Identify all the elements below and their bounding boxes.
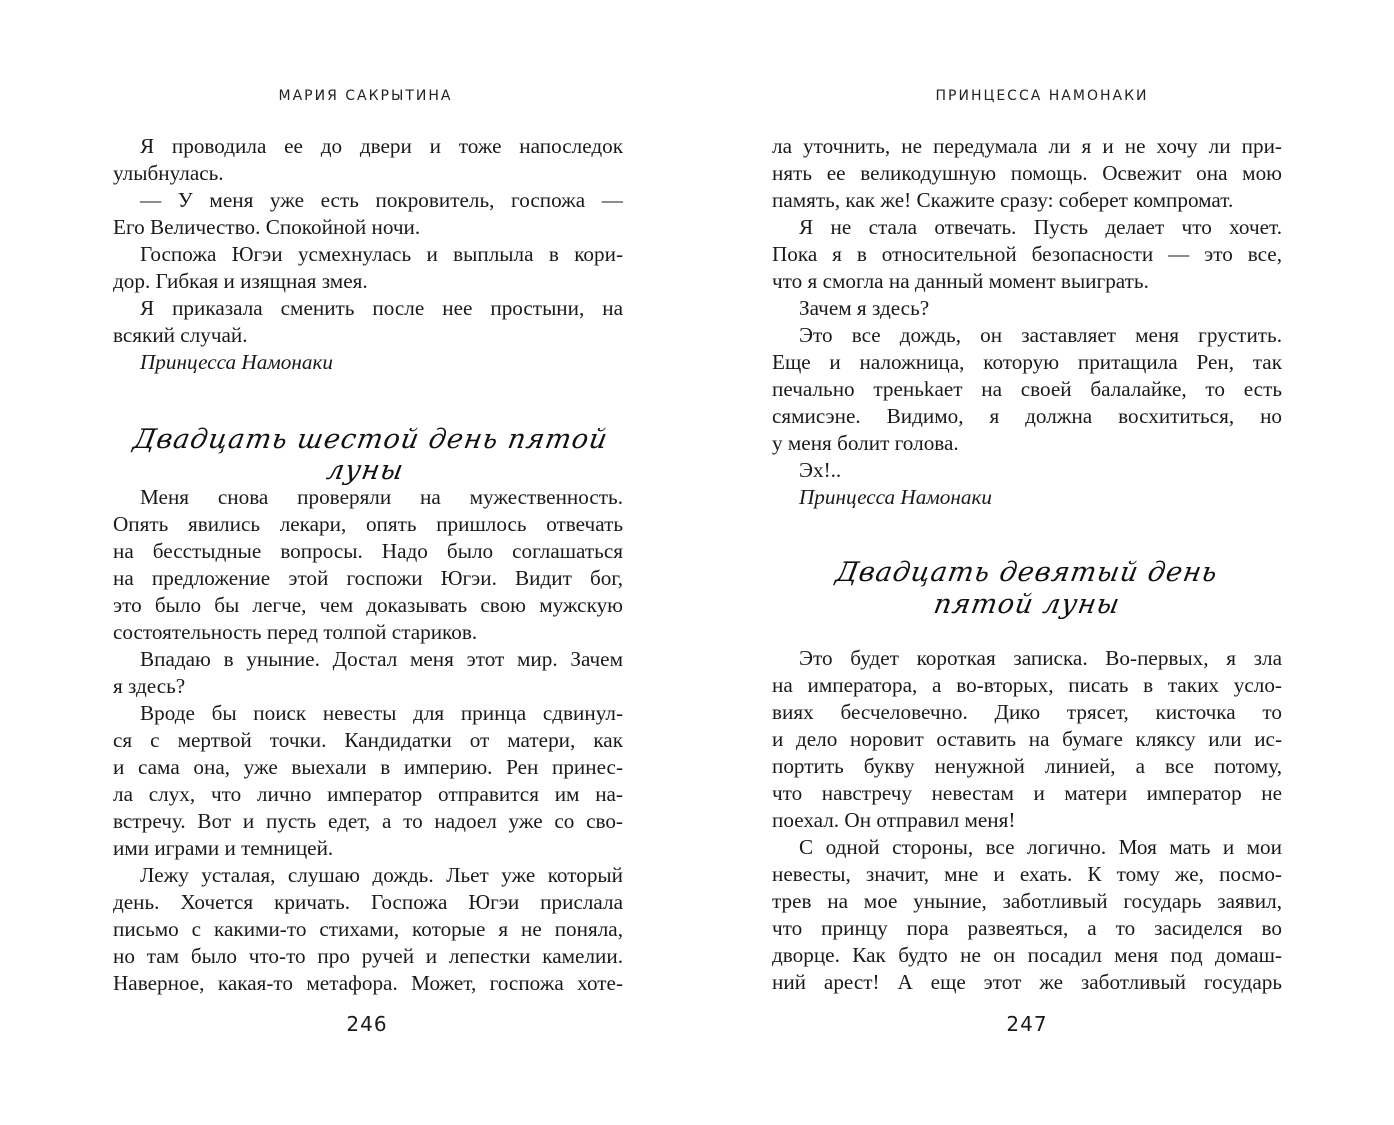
page-number: 246 [346, 1012, 388, 1036]
page-number: 247 [1006, 1012, 1048, 1036]
text-line: что я смогла на данный момент выиграть. [772, 269, 1149, 293]
text-line: трев на мое уныние, заботливый государь заявил, [772, 889, 1282, 913]
text-line: виях бесчеловечно. Дико трясет, кисточка то [772, 700, 1282, 724]
text-line: на бесстыдные вопросы. Надо было соглашаться [113, 539, 623, 563]
chapter-heading: Двадцать шестой день пятой луны [131, 424, 611, 486]
text-line: это было бы легче, чем доказывать свою мужскую [113, 593, 623, 617]
text-line: ла слух, что лично император отправится им на- [113, 782, 623, 806]
text-block-1 [113, 133, 623, 376]
text-line: дворце. Как будто не он посадил меня под домаш- [772, 943, 1282, 967]
chapter-heading-line-1: Двадцать девятый день [833, 557, 1221, 588]
text-line: всякий случай. [113, 323, 248, 347]
text-line: ла уточнить, не передумала ли я и не хочу ли при- [772, 134, 1282, 158]
text-line: письмо с какими-то стихами, которые я не поняла, [113, 917, 623, 941]
text-line: Его Величество. Спокойной ночи. [113, 215, 421, 239]
right-page [697, 0, 1394, 1125]
text-line: ся с мертвой точки. Кандидатки от матери, как [113, 728, 623, 752]
text-line: и дело норовит оставить на бумаге кляксу или ис- [772, 727, 1282, 751]
text-line: Впадаю в уныние. Достал меня этот мир. Зачем [140, 647, 623, 671]
text-line: С одной стороны, все логично. Моя мать и мои [799, 835, 1282, 859]
text-line: поехал. Он отправил меня! [772, 808, 1016, 832]
text-block-2 [772, 645, 1282, 996]
text-line: Эх!.. [799, 458, 842, 482]
text-line: Я не стала отвечать. Пусть делает что хочет. [799, 215, 1282, 239]
text-line: у меня болит голова. [772, 431, 959, 455]
text-block-2 [113, 484, 623, 997]
text-line: Меня снова проверяли на мужественность. [140, 485, 623, 509]
text-line: сямисэне. Видимо, я должна восхититься, но [772, 404, 1282, 428]
text-line: портить букву ненужной линией, а все потому, [772, 754, 1282, 778]
text-line: но там было что-то про ручей и лепестки камелии. [113, 944, 623, 968]
text-line: Это будет короткая записка. Во-первых, я зла [799, 646, 1282, 670]
text-line: Зачем я здесь? [799, 296, 930, 320]
text-line: что навстречу невестам и матери император не [772, 781, 1282, 805]
text-line: Я приказала сменить после нее простыни, на [140, 296, 623, 320]
text-line: печально треньkaет на своей балалайке, то есть [772, 377, 1282, 401]
text-line: Это все дождь, он заставляет меня грустить. [799, 323, 1282, 347]
text-line: на предложение этой госпожи Югэи. Видит бог, [113, 566, 623, 590]
signature-line: Принцесса Намонаки [799, 485, 993, 509]
running-head-title: ПРИНЦЕССА НАМОНАКИ [935, 88, 1149, 104]
text-line: ими играми и темницей. [113, 836, 334, 860]
text-line: состоятельность перед толпой стариков. [113, 620, 478, 644]
running-head-author: МАРИЯ САКРЫТИНА [278, 88, 453, 104]
text-line: Госпожа Югэи усмехнулась и выплыла в кори- [140, 242, 623, 266]
text-line: — У меня уже есть покровитель, госпожа — [140, 188, 623, 212]
text-line: улыбнулась. [113, 161, 224, 185]
text-line: день. Хочется кричать. Госпожа Югэи прислала [113, 890, 623, 914]
text-line: Лежу усталая, слушаю дождь. Льет уже который [140, 863, 623, 887]
text-line: нять ее великодушную помощь. Освежит она мою [772, 161, 1282, 185]
text-line: невесты, значит, мне и ехать. К тому же, посмо- [772, 862, 1282, 886]
text-line: на императора, а во-вторых, писать в таких усло- [772, 673, 1282, 697]
text-block-1 [772, 133, 1282, 511]
text-line: Опять явились лекари, опять пришлось отвечать [113, 512, 623, 536]
text-line: Пока я в относительной безопасности — это все, [772, 242, 1282, 266]
signature-line: Принцесса Намонаки [140, 350, 334, 374]
text-line: Наверное, какая-то метафора. Может, госпожа хоте- [113, 971, 623, 995]
text-line: Вроде бы поиск невесты для принца сдвинул- [140, 701, 623, 725]
chapter-heading-line-2: пятой луны [931, 589, 1123, 620]
text-line: Еще и наложница, которую притащила Рен, так [772, 350, 1282, 374]
text-line: память, как же! Скажите сразу: соберет компромат. [772, 188, 1234, 212]
text-line: что принцу пора развеяться, а то засиделся во [772, 916, 1282, 940]
text-line: и сама она, уже выехали в империю. Рен принес- [113, 755, 623, 779]
text-line: я здесь? [113, 674, 186, 698]
text-line: Я проводила ее до двери и тоже напоследок [140, 134, 623, 158]
text-line: дор. Гибкая и изящная змея. [113, 269, 368, 293]
text-line: ний арест! А еще этот же заботливый государь [772, 970, 1282, 994]
text-line: встречу. Вот и пусть едет, а то надоел уже со сво- [113, 809, 623, 833]
